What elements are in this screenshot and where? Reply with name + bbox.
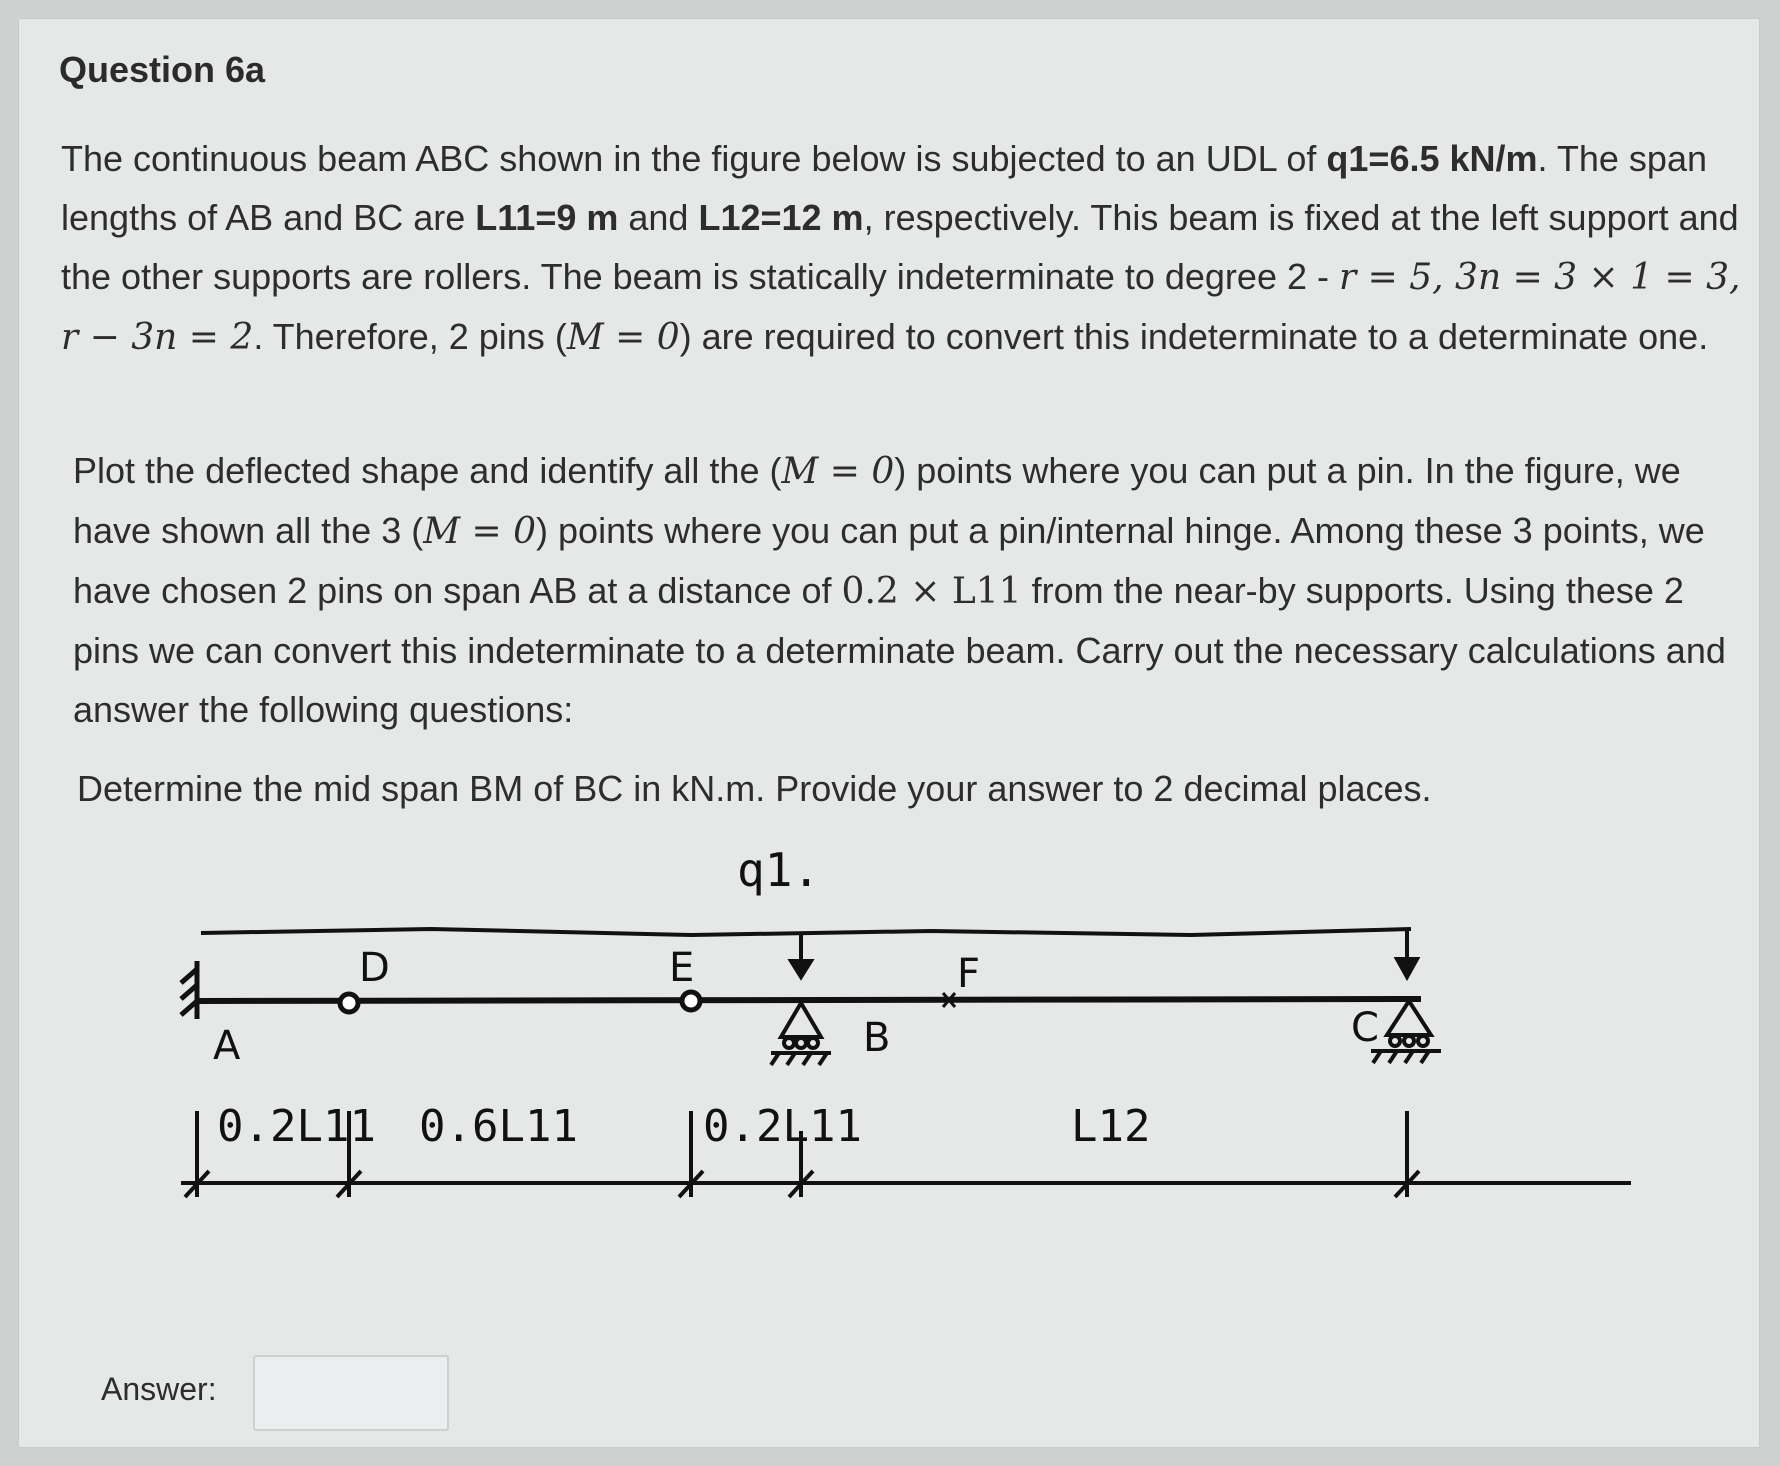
- roller-support-c: [1371, 1001, 1441, 1063]
- beam-figure: [131, 831, 1661, 1251]
- dim-label-4: L12: [1071, 1101, 1151, 1152]
- load-arrow: [1397, 931, 1417, 977]
- udl-load-line: [201, 929, 1411, 935]
- question-title: Question 6a: [59, 49, 266, 90]
- hinge-e: [682, 992, 700, 1010]
- answer-input[interactable]: [253, 1355, 449, 1431]
- question-paragraph-2: Plot the deflected shape and identify all the (M = 0) points where you can put a pin. In the figure, we have shown all the 3 (M = 0) points where you can put a pin/internal hinge. Among these 3 points, we have chosen 2 pins on span AB at a distance of 0.2 × L11 from the near-by supports. Using these 2 pins we can convert this indeterminate to a determinate beam. Carry out the necessary calculations and answer the following questions:: [73, 450, 1726, 730]
- math-expression: 0.2 × L11: [841, 571, 1022, 612]
- question-paragraph-1: The continuous beam ABC shown in the figure below is subjected to an UDL of q1=6.5 kN/m. The span lengths of AB and BC are L11=9 m and L12=12 m, respectively. This beam is fixed at the left support and the other supports are rollers. The beam is statically indeterminate to degree 2 - r = 5, 3n = 3 × 1 = 3, r − 3n = 2. Therefore, 2 pins (M = 0) are required to convert this indeterminate to a determinate one.: [61, 138, 1741, 358]
- math-expression: r = 5, 3n = 3 × 1 = 3, r − 3n = 2: [61, 257, 1741, 358]
- math-expression: M = 0: [423, 511, 537, 552]
- label-a: A: [213, 1023, 241, 1069]
- dim-label-1: 0.2L11: [217, 1101, 376, 1152]
- question-paragraph-3: Determine the mid span BM of BC in kN.m. Provide your answer to 2 decimal places.: [77, 768, 1432, 809]
- hinge-d: [340, 994, 358, 1012]
- math-expression: M = 0: [781, 451, 895, 492]
- fixed-support-a: [181, 961, 197, 1019]
- roller-support-b: [771, 1003, 831, 1065]
- math-expression: M = 0: [566, 317, 680, 358]
- load-label: q1.: [737, 843, 821, 897]
- dim-label-3: 0.2L11: [703, 1101, 862, 1152]
- question-card: [18, 18, 1760, 1448]
- beam-abc: [197, 999, 1421, 1001]
- dim-label-2: 0.6L11: [419, 1101, 578, 1152]
- answer-label: Answer:: [101, 1371, 217, 1407]
- load-arrow: [791, 933, 811, 977]
- label-b: B: [863, 1015, 891, 1061]
- label-e: E: [669, 945, 695, 991]
- label-d: D: [359, 945, 390, 991]
- label-c: C: [1351, 1005, 1379, 1051]
- label-f: F: [957, 951, 981, 997]
